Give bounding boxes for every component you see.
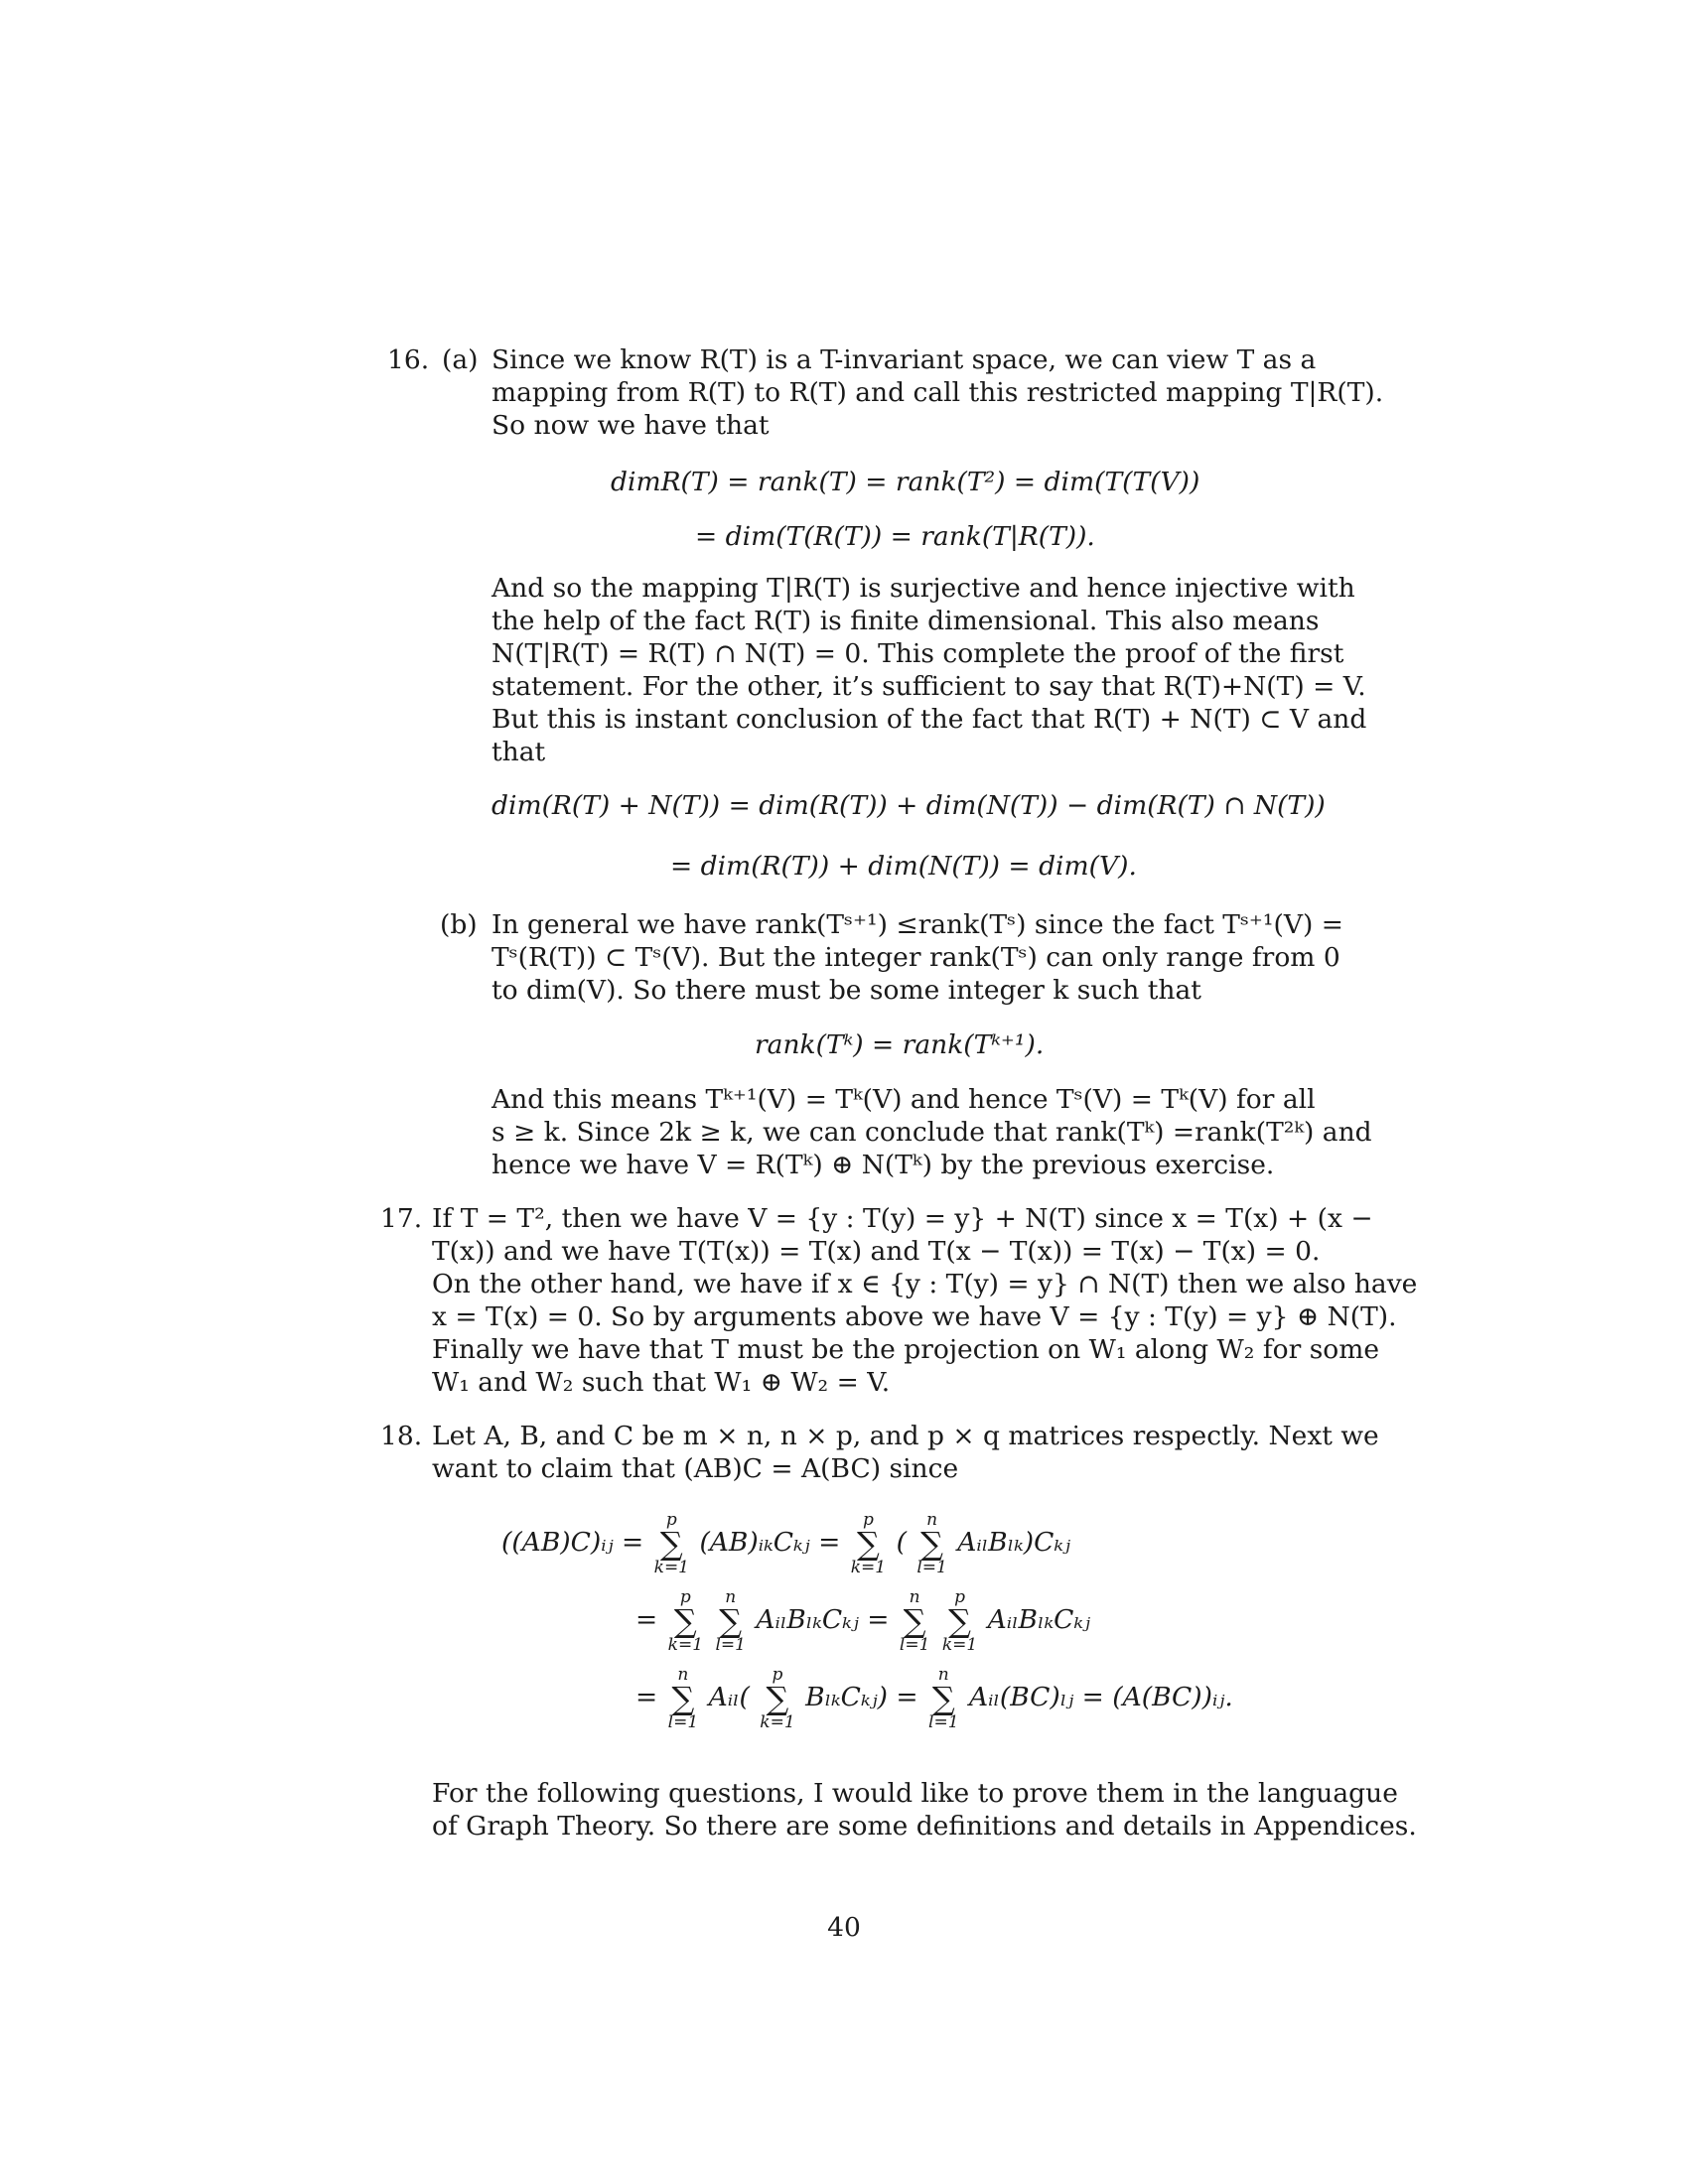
text-line: On the other hand, we have if x ∈ {y : T(y) = y} ∩ N(T) then we also have — [432, 1269, 1418, 1299]
sum-symbol: p ∑ k=1 — [850, 1510, 887, 1577]
text-line: Tˢ(R(T)) ⊂ Tˢ(V). But the integer rank(Tˢ) can only range from 0 — [492, 942, 1340, 973]
item-16b-paragraph-2 — [492, 1083, 1372, 1181]
equation-18-row-3 — [635, 1666, 1233, 1731]
text-line: But this is instant conclusion of the fact that R(T) + N(T) ⊂ V and — [492, 704, 1367, 735]
text-line: to dim(V). So there must be some integer k such that — [492, 975, 1201, 1006]
closing-paragraph — [432, 1777, 1417, 1843]
equation-18-row-1 — [501, 1511, 1070, 1576]
sum-symbol: n ∑ l=1 — [667, 1665, 699, 1732]
equation-term: (AB)ᵢₖCₖⱼ = — [699, 1527, 841, 1558]
text-line: N(T|R(T) = R(T) ∩ N(T) = 0. This complete the proof of the first — [492, 638, 1344, 669]
equation-term: BₗₖCₖⱼ) = — [805, 1682, 918, 1712]
equation-16a-1: dimR(T) = rank(T) = rank(T²) = dim(T(T(V)) — [611, 467, 1200, 497]
item-16a-paragraph — [492, 343, 1384, 442]
equation-term: Aᵢₗ(BC)ₗⱼ = (A(BC))ᵢⱼ. — [968, 1682, 1233, 1712]
text-line: W₁ and W₂ such that W₁ ⊕ W₂ = V. — [432, 1367, 891, 1398]
item-16b-paragraph — [492, 908, 1343, 1007]
text-line: If T = T², then we have V = {y : T(y) = y} + N(T) since x = T(x) + (x − — [432, 1203, 1373, 1234]
text-line: the help of the fact R(T) is finite dimensional. This also means — [492, 606, 1320, 636]
item-16a-paragraph-2 — [492, 572, 1367, 768]
item-16-number: 16. — [387, 344, 430, 375]
text-line: want to claim that (AB)C = A(BC) since — [432, 1453, 959, 1484]
text-line: T(x)) and we have T(T(x)) = T(x) and T(x − T(x)) = T(x) − T(x) = 0. — [432, 1236, 1321, 1267]
equation-16a-3: dim(R(T) + N(T)) = dim(R(T)) + dim(N(T)) − dim(R(T) ∩ N(T)) — [492, 790, 1326, 821]
item-18-paragraph — [432, 1420, 1379, 1485]
text-line: Let A, B, and C be m × n, n × p, and p × q matrices respectly. Next we — [432, 1421, 1379, 1451]
text-line: And this means Tᵏ⁺¹(V) = Tᵏ(V) and hence Tˢ(V) = Tᵏ(V) for all — [492, 1084, 1316, 1115]
equation-term: AᵢₗBₗₖCₖⱼ — [987, 1604, 1091, 1635]
sum-symbol: p ∑ k=1 — [941, 1587, 978, 1655]
equation-term: AᵢₗBₗₖ)Cₖⱼ — [957, 1527, 1071, 1558]
equation-lhs: ((AB)C)ᵢⱼ = — [501, 1527, 644, 1558]
equation-16a-2: = dim(T(R(T)) = rank(T|R(T)). — [695, 521, 1095, 552]
equation-18-row-2 — [635, 1588, 1090, 1654]
equation-term: Aᵢₗ( — [708, 1682, 750, 1712]
text-line: mapping from R(T) to R(T) and call this restricted mapping T|R(T). — [492, 377, 1384, 408]
text-line: In general we have rank(Tˢ⁺¹) ≤rank(Tˢ) since the fact Tˢ⁺¹(V) = — [492, 909, 1343, 940]
item-16a-label: (a) — [442, 344, 479, 375]
sum-symbol: n ∑ l=1 — [899, 1587, 930, 1655]
item-18-number: 18. — [380, 1421, 423, 1451]
equals-sign: = — [635, 1604, 658, 1635]
text-line: For the following questions, I would like to prove them in the languague — [432, 1778, 1398, 1809]
sum-symbol: n ∑ l=1 — [928, 1665, 959, 1732]
text-line: hence we have V = R(Tᵏ) ⊕ N(Tᵏ) by the previous exercise. — [492, 1150, 1275, 1180]
equation-16a-4: = dim(R(T)) + dim(N(T)) = dim(V). — [670, 851, 1137, 882]
equation-16b: rank(Tᵏ) = rank(Tᵏ⁺¹). — [755, 1029, 1045, 1060]
text-line: And so the mapping T|R(T) is surjective and hence injective with — [492, 573, 1355, 604]
text-line: of Graph Theory. So there are some definitions and details in Appendices. — [432, 1811, 1417, 1842]
equation-term: AᵢₗBₗₖCₖⱼ = — [756, 1604, 890, 1635]
sum-symbol: p ∑ k=1 — [760, 1665, 795, 1732]
text-line: Finally we have that T must be the projection on W₁ along W₂ for some — [432, 1334, 1380, 1365]
equals-sign: = — [635, 1682, 658, 1712]
sum-symbol: p ∑ k=1 — [667, 1587, 704, 1655]
item-17-number: 17. — [380, 1203, 423, 1234]
text-line: statement. For the other, it’s sufficient to say that R(T)+N(T) = V. — [492, 671, 1366, 702]
equation-term: ( — [896, 1527, 907, 1558]
item-16b-label: (b) — [440, 909, 478, 940]
text-line: Since we know R(T) is a T-invariant space, we can view T as a — [492, 344, 1317, 375]
text-line: x = T(x) = 0. So by arguments above we have V = {y : T(y) = y} ⊕ N(T). — [432, 1301, 1397, 1332]
text-line: So now we have that — [492, 410, 770, 441]
text-line: s ≥ k. Since 2k ≥ k, we can conclude that rank(Tᵏ) =rank(T²ᵏ) and — [492, 1117, 1372, 1148]
page-number: 40 — [827, 1912, 861, 1943]
text-line: that — [492, 737, 546, 767]
item-17-paragraph — [432, 1202, 1418, 1399]
sum-symbol: p ∑ k=1 — [653, 1510, 690, 1577]
sum-symbol: n ∑ l=1 — [715, 1587, 746, 1655]
sum-symbol: n ∑ l=1 — [916, 1510, 947, 1577]
